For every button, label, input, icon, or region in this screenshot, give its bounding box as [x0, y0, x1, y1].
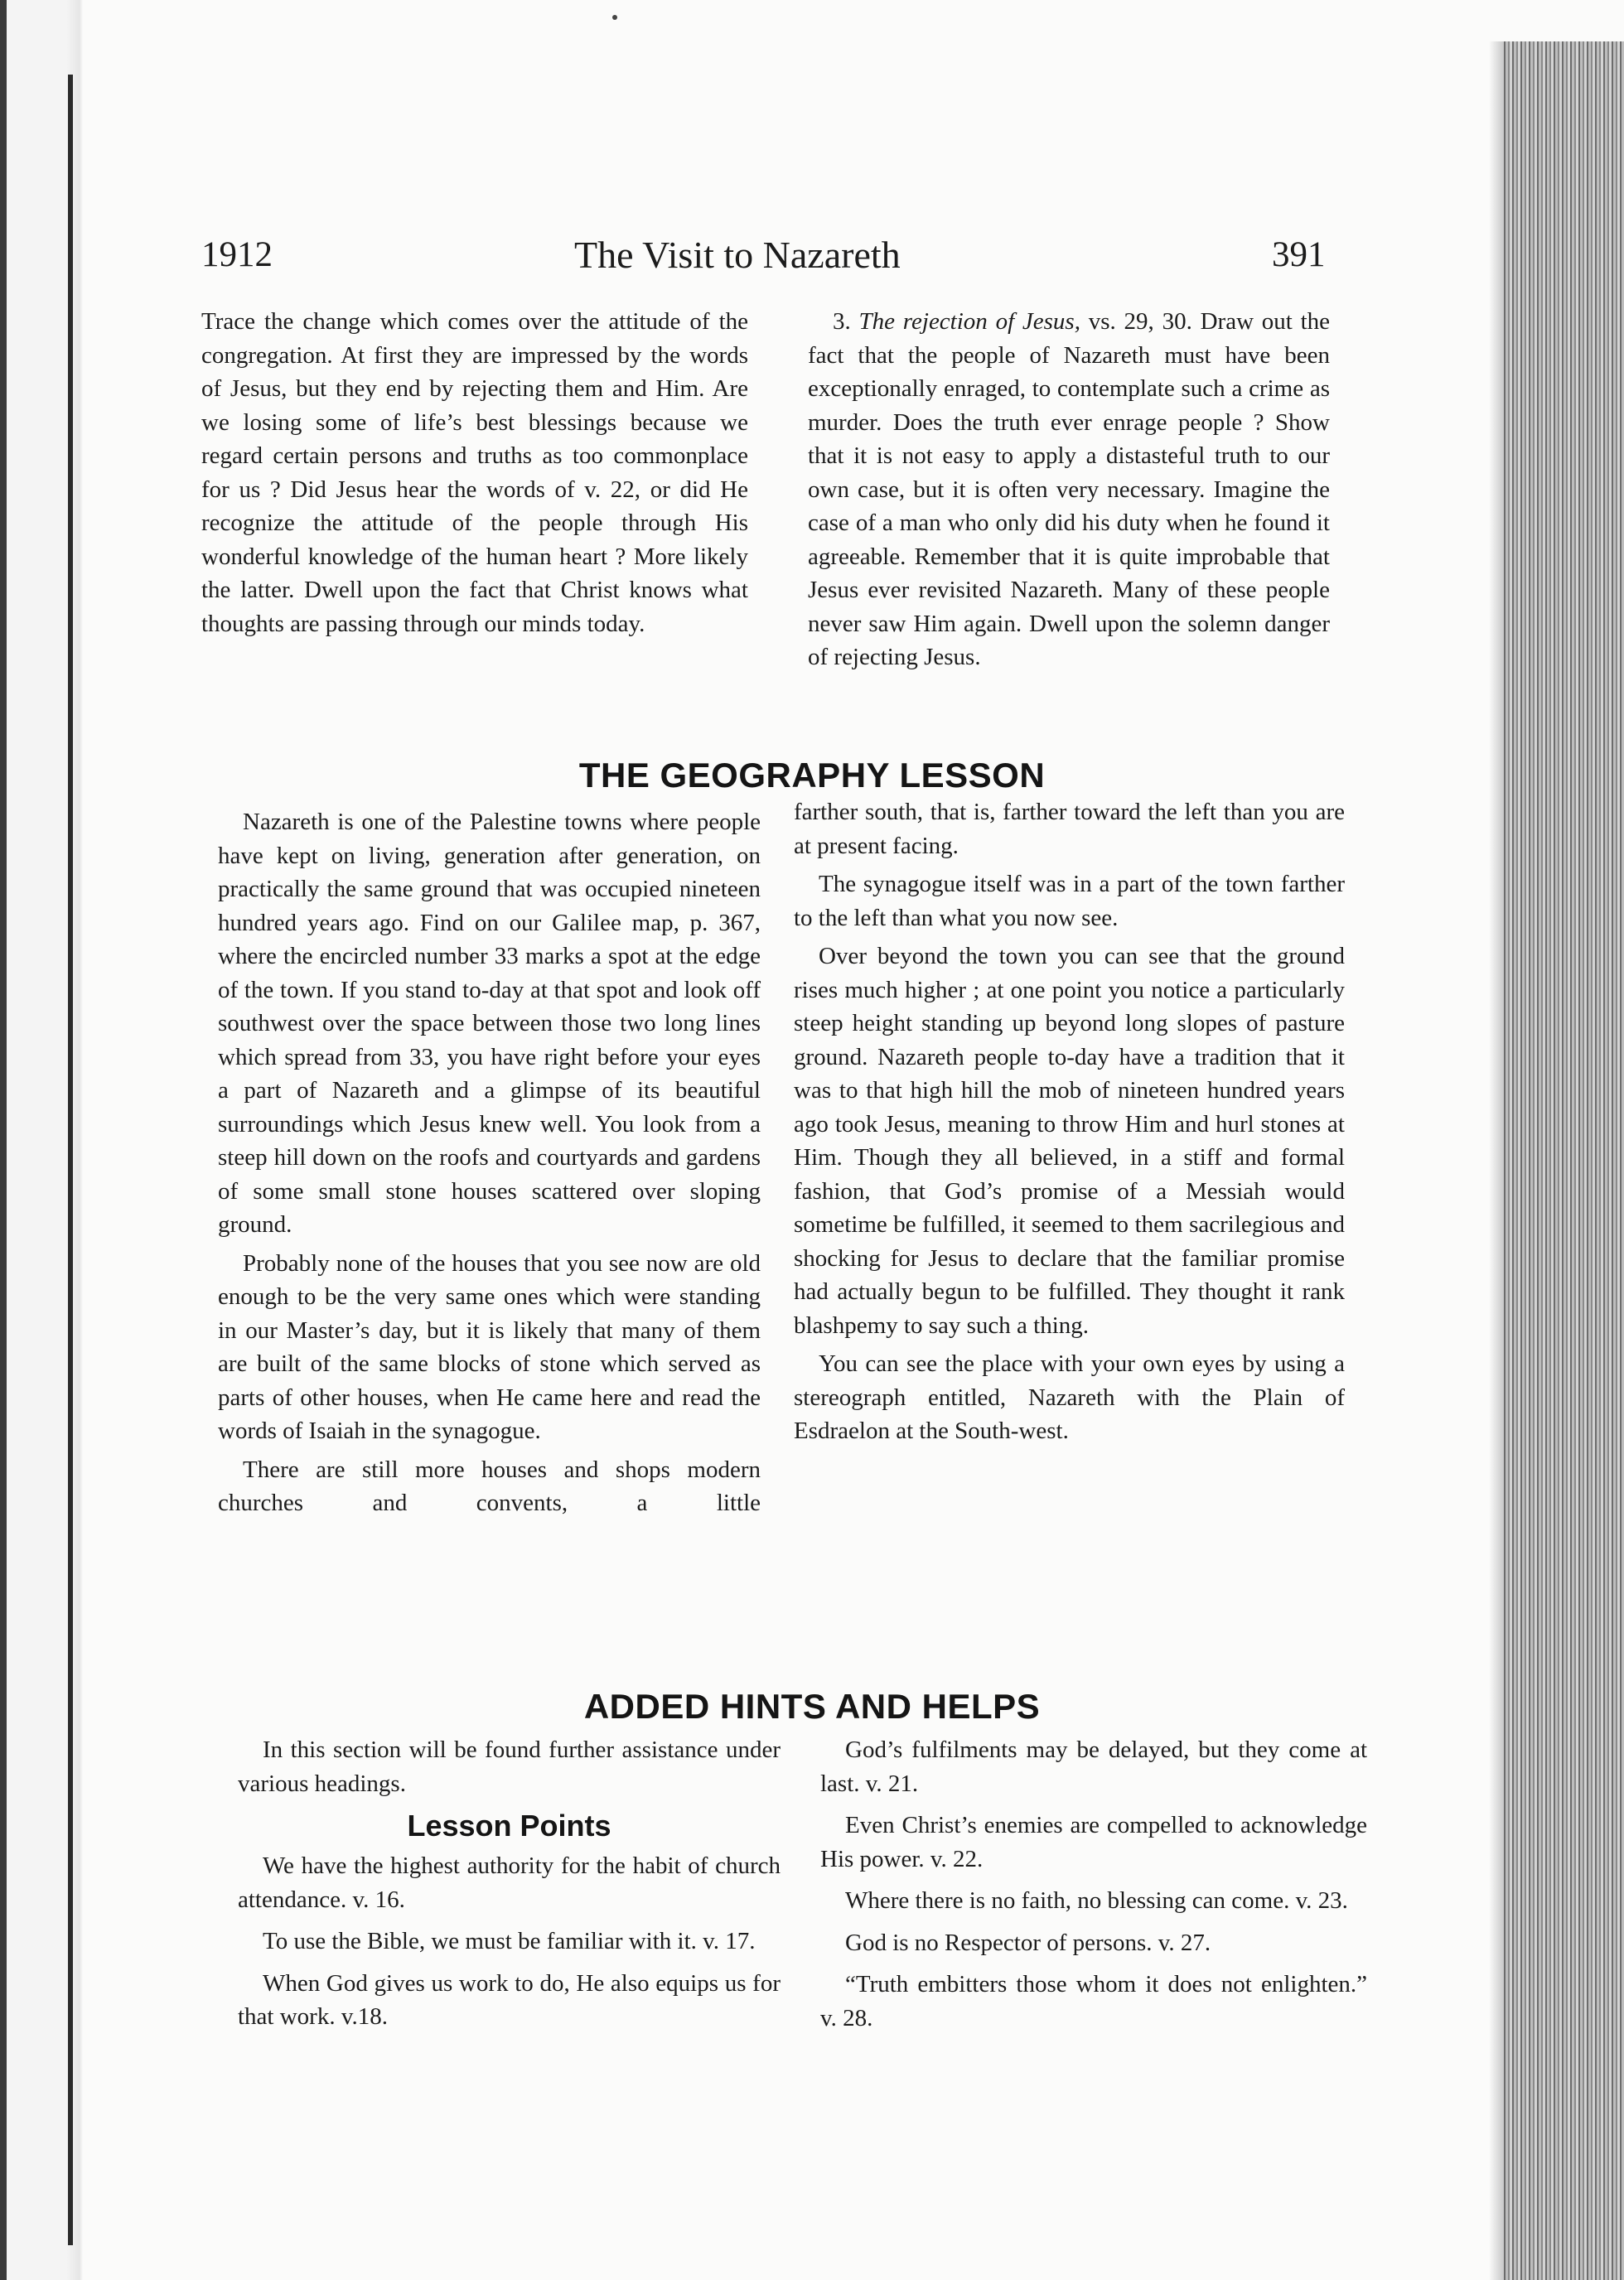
rejection-title: The rejection of Jesus, — [858, 308, 1080, 335]
geography-heading: THE GEOGRAPHY LESSON — [578, 756, 1046, 795]
hints-left-column — [238, 1733, 781, 1800]
lesson-points-subheading: Lesson Points — [407, 1809, 611, 1843]
geography-left-column — [218, 805, 761, 1520]
rejection-paragraph — [808, 305, 1330, 674]
lesson-point-1: We have the highest authority for the habit of church attendance. v. 16. — [238, 1852, 781, 1913]
binding-shadow — [68, 75, 73, 2245]
lesson-point-2: To use the Bible, we must be familiar with it. v. 17. — [263, 1928, 756, 1954]
top-right-column — [808, 305, 1330, 674]
geography-right-paragraph-4: You can see the place with your own eyes by using a stereograph entitled, Nazareth with the Plain of Esdraelon at the South-west. — [794, 1350, 1345, 1444]
geography-right-paragraph-1: farther south, that is, farther toward the left than you are at present facing. — [794, 799, 1345, 859]
geography-right-paragraph-2: The synagogue itself was in a part of the town farther to the left than what you now see. — [794, 871, 1345, 931]
top-left-column — [201, 305, 748, 640]
geography-left-paragraph-3: There are still more houses and shops modern churches and convents, a little — [218, 1456, 761, 1516]
geography-right-paragraph-3: Over beyond the town you can see that the ground rises much higher ; at one point you notice a particularly steep height standing up beyond long slopes of pasture ground. Nazareth people to-day have a tradition that it was to that high hill the mob of nineteen hundred years ago took Jesus, meaning to throw Him and hurl stones at Him. Though they all believed, in a stiff and formal fashion, that God’s promise of a Messiah would sometime be fulfilled, it seemed to them sacrilegious and shocking for Jesus to declare that the familiar promise had actually begun to be fulfilled. They thought it rank blashpemy to say such a thing. — [794, 943, 1345, 1339]
lesson-points-right — [820, 1733, 1367, 2035]
lesson-point-4: God’s fulfilments may be delayed, but they come at last. v. 21. — [820, 1737, 1367, 1797]
hints-intro: In this section will be found further assistance under various headings. — [238, 1737, 781, 1797]
lesson-point-8: “Truth embitters those whom it does not enlighten.” v. 28. — [820, 1971, 1367, 2031]
lesson-points-left — [238, 1849, 781, 2034]
geography-right-column — [794, 795, 1345, 1448]
top-left-paragraph: Trace the change which comes over the attitude of the congregation. At first they are impressed by the words of Jesus, but they end by rejecting them and Him. Are we losing some of life’s best blessings because we regard certain persons and truths as too commonplace for us ? Did Jesus hear the words of v. 22, or did He recognize the attitude of the people through His wonderful knowledge of the human heart ? More likely the latter. Dwell upon the fact that Christ knows what thoughts are passing through our minds today. — [201, 308, 748, 637]
page-number: 391 — [1272, 235, 1326, 274]
page-edges — [1504, 41, 1624, 2280]
header-year: 1912 — [201, 235, 273, 274]
lesson-point-3: When God gives us work to do, He also equips us for that work. v.18. — [238, 1969, 781, 2030]
scan-speck — [612, 15, 617, 20]
geography-left-paragraph-2: Probably none of the houses that you see now are old enough to be the very same ones which were standing in our Master’s day, but it is likely that many of them are built of the same blocks of stone which served as parts of other houses, when He came here and read the words of Isaiah in the synagogue. — [218, 1249, 761, 1444]
lesson-point-6: Where there is no faith, no blessing can come. v. 23. — [845, 1887, 1348, 1914]
rejection-number: 3. — [833, 308, 851, 335]
rejection-text: vs. 29, 30. Draw out the fact that the people of Nazareth must have been exceptionally enraged, to contemplate such a crime as murder. Does the truth ever enrage people ? Show that it is not easy to apply a distasteful truth to our own case, but it is often very necessary. Imagine the case of a man who only did his duty when he found it agreeable. Remember that it is quite improbable that Jesus ever revisited Nazareth. Many of these people never saw Him again. Dwell upon the solemn danger of rejecting Jesus. — [808, 308, 1331, 670]
hints-heading: ADDED HINTS AND HELPS — [583, 1687, 1041, 1726]
lesson-point-7: God is no Respector of persons. v. 27. — [845, 1929, 1211, 1956]
page-title: The Visit to Nazareth — [574, 234, 901, 276]
geography-left-paragraph-1: Nazareth is one of the Palestine towns where people have kept on living, generation after generation, on practically the same ground that was occupied nineteen hundred years ago. Find on our Galilee map, p. 367, where the encircled number 33 marks a spot at the edge of the town. If you stand to-day at that spot and look off southwest over the space between those two long lines which spread from 33, you have right before your eyes a part of Nazareth and a glimpse of its beautiful surroundings which Jesus knew well. You look from a steep hill down on the roofs and courtyards and gardens of some small stone houses scattered over sloping ground. — [218, 809, 761, 1238]
lesson-point-5: Even Christ’s enemies are compelled to acknowledge His power. v. 22. — [820, 1812, 1367, 1872]
